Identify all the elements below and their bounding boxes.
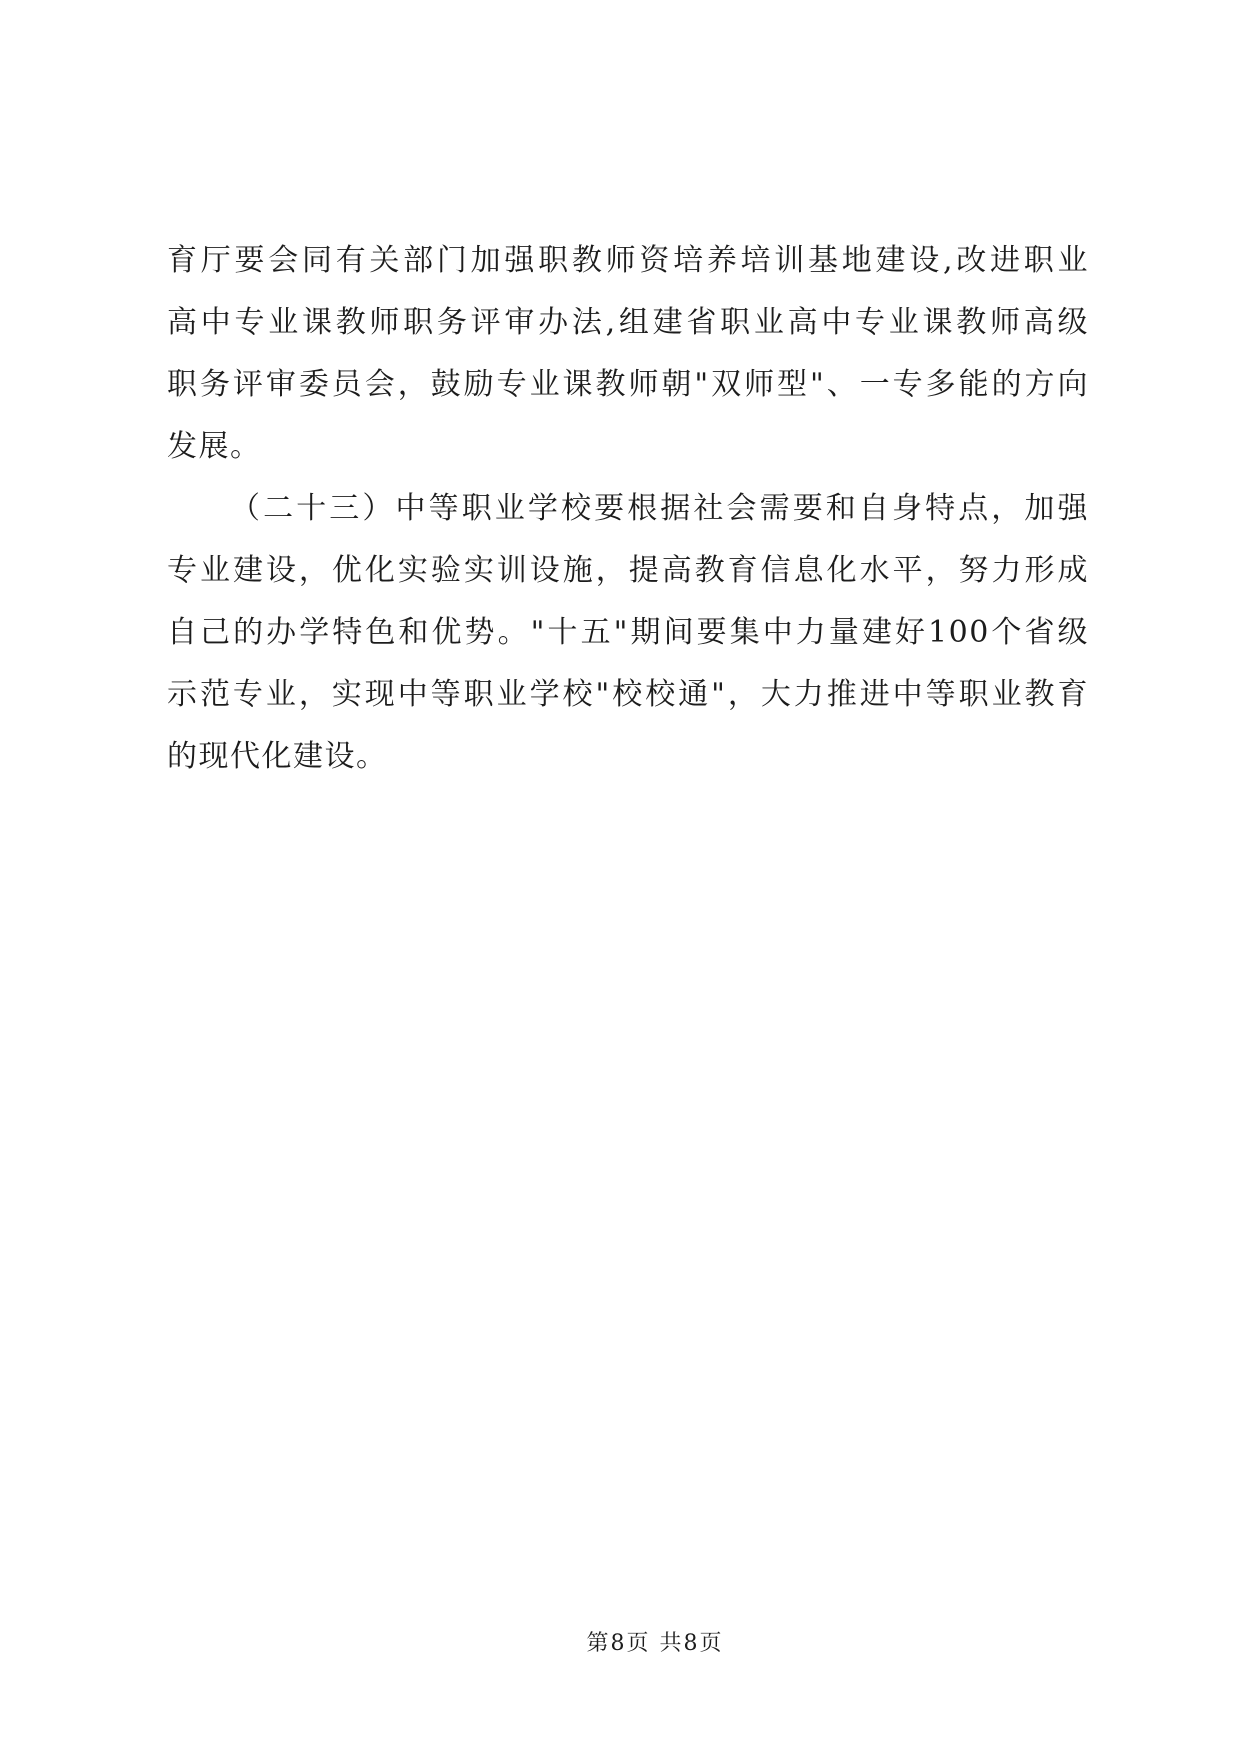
text-line: 自己的办学特色和优势。"十五"期间要集中力量建好100个省级 bbox=[167, 615, 1089, 650]
paragraph-1 bbox=[167, 230, 1089, 478]
text-line: 职务评审委员会，鼓励专业课教师朝"双师型"、一专多能的方向 bbox=[167, 367, 1089, 402]
text-line: 高中专业课教师职务评审办法,组建省职业高中专业课教师高级 bbox=[167, 305, 1089, 340]
page-footer: 第8页 共8页 bbox=[586, 1631, 724, 1656]
text-line: （二十三）中等职业学校要根据社会需要和自身特点，加强 bbox=[230, 491, 1089, 526]
text-line: 示范专业，实现中等职业学校"校校通"，大力推进中等职业教育 bbox=[167, 677, 1089, 712]
text-line: 发展。 bbox=[167, 429, 262, 464]
text-line: 的现代化建设。 bbox=[167, 739, 388, 774]
document-body bbox=[167, 230, 1089, 788]
text-line: 专业建设，优化实验实训设施，提高教育信息化水平，努力形成 bbox=[167, 553, 1089, 588]
text-line: 育厅要会同有关部门加强职教师资培养培训基地建设,改进职业 bbox=[167, 243, 1089, 278]
paragraph-2 bbox=[167, 478, 1089, 788]
